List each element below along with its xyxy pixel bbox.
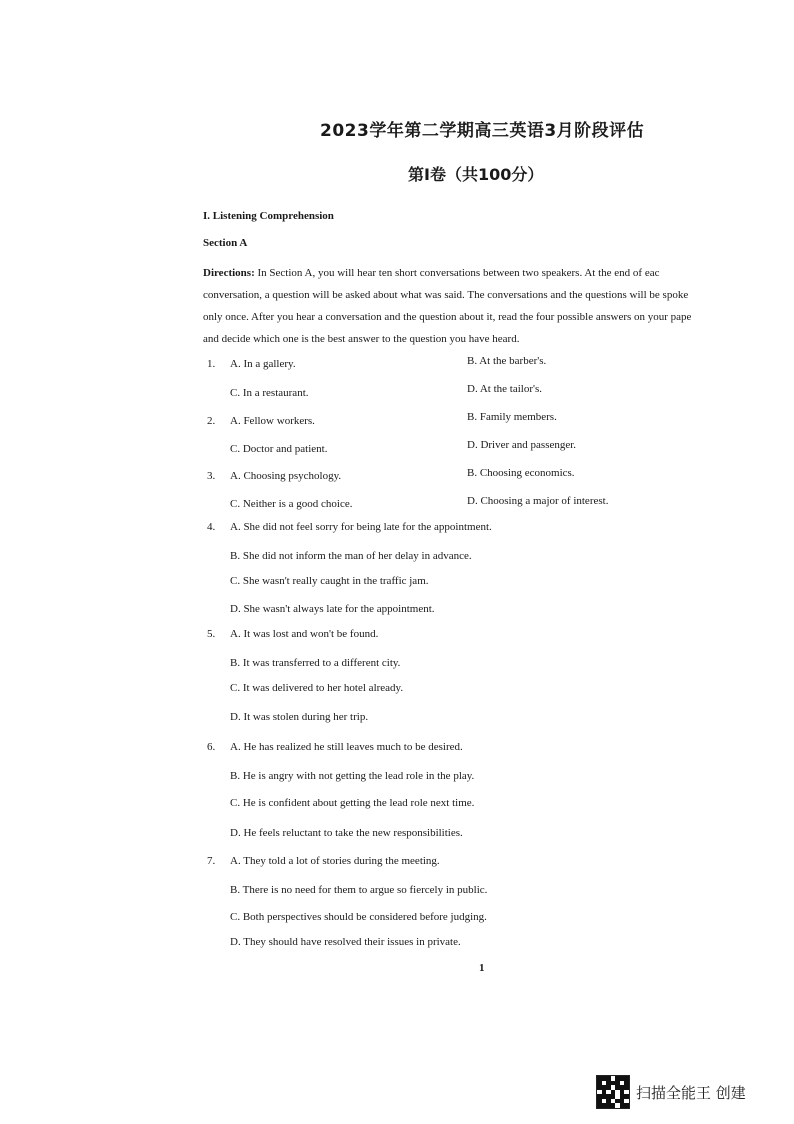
option-c: C. Both perspectives should be considered before judging. [230,911,487,923]
question-number: 6. [207,741,216,753]
qr-code-icon [596,1075,630,1109]
option-a: A. It was lost and won't be found. [230,628,379,640]
option-d: D. Driver and passenger. [467,439,577,451]
section-heading: Section A [203,237,248,249]
option-a: A. She did not feel sorry for being late for the appointment. [230,521,492,533]
option-a: A. Fellow workers. [230,415,315,427]
part-heading: I. Listening Comprehension [203,210,334,222]
option-c: C. Doctor and patient. [230,443,328,455]
option-b: B. There is no need for them to argue so fiercely in public. [230,884,488,896]
option-a: A. They told a lot of stories during the meeting. [230,855,440,867]
page-number: 1 [479,962,485,974]
directions-label: Directions: [203,267,255,279]
question-number: 4. [207,521,216,533]
option-d: D. At the tailor's. [467,383,543,395]
option-b: B. Choosing economics. [467,467,575,479]
question-number: 7. [207,855,216,867]
option-a: A. In a gallery. [230,358,296,370]
directions-line: Directions: In Section A, you will hear ten short conversations between two speakers. At the end of eac [203,267,660,279]
question-number: 5. [207,628,216,640]
option-a: A. He has realized he still leaves much to be desired. [230,741,463,753]
option-d: D. She wasn't always late for the appointment. [230,603,435,615]
scanner-watermark [596,1074,746,1110]
directions-block [203,262,746,350]
option-d: D. He feels reluctant to take the new responsibilities. [230,827,463,839]
option-b: B. Family members. [467,411,557,423]
directions-line: only once. After you hear a conversation and the question about it, read the four possible answers on your pape [203,311,692,323]
paper-subtitle: 第I卷（共100分） [408,165,544,184]
option-c: C. Neither is a good choice. [230,498,353,510]
option-c: C. He is confident about getting the lead role next time. [230,797,475,809]
question-number: 2. [207,415,216,427]
option-d: D. It was stolen during her trip. [230,711,369,723]
option-b: B. She did not inform the man of her delay in advance. [230,550,472,562]
scanner-brand-text: 扫描全能王 创建 [636,1083,746,1102]
option-b: B. At the barber's. [467,355,547,367]
directions-line: and decide which one is the best answer to the question you have heard. [203,333,520,345]
question-number: 1. [207,358,216,370]
option-b: B. He is angry with not getting the lead role in the play. [230,770,475,782]
option-c: C. It was delivered to her hotel already. [230,682,404,694]
option-c: C. In a restaurant. [230,387,309,399]
directions-line: conversation, a question will be asked about what was said. The conversations and the questions will be spoke [203,289,689,301]
option-b: B. It was transferred to a different city. [230,657,401,669]
exam-title: 2023学年第二学期高三英语3月阶段评估 [320,121,645,141]
option-d: D. Choosing a major of interest. [467,495,609,507]
option-d: D. They should have resolved their issues in private. [230,936,461,948]
option-a: A. Choosing psychology. [230,470,342,482]
question-number: 3. [207,470,216,482]
option-c: C. She wasn't really caught in the traffic jam. [230,575,429,587]
